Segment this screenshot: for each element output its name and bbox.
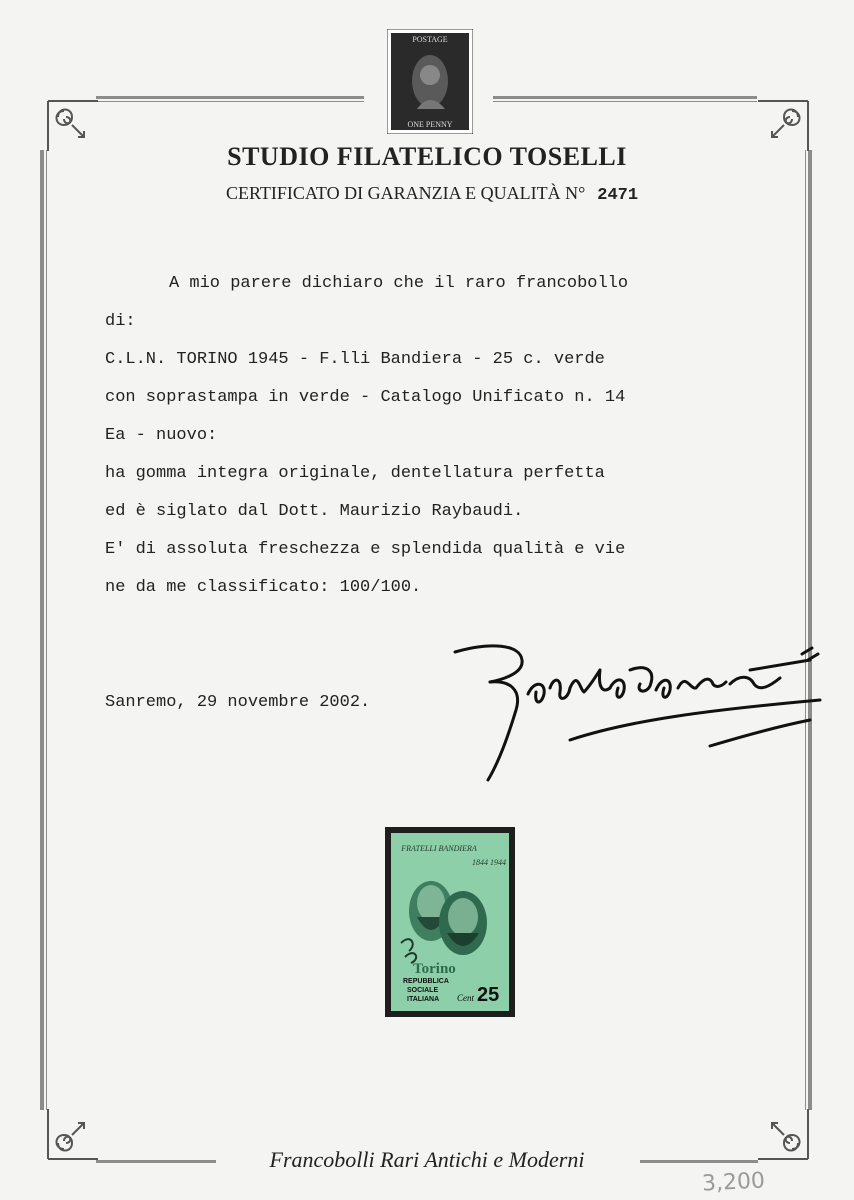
body-line: E' di assoluta freschezza e splendida qualità e vie xyxy=(105,540,626,559)
stamp-republic-3: ITALIANA xyxy=(407,996,440,1003)
bandiera-brothers-stamp-image xyxy=(385,827,515,1017)
stamp-value: 25 xyxy=(477,984,500,1006)
frame-top-left xyxy=(96,96,364,99)
certificate-subtitle xyxy=(226,183,638,205)
frame-left-inner xyxy=(46,150,47,1110)
pencil-note: 3,200 xyxy=(701,1168,766,1197)
frame-top-left-inner xyxy=(96,101,364,102)
frame-left xyxy=(40,150,44,1110)
stamp-illustration xyxy=(391,833,509,1011)
certificate-body xyxy=(105,270,795,612)
body-line: con soprastampa in verde - Catalogo Unificato n. 14 xyxy=(105,388,626,407)
stamp-face xyxy=(391,833,509,1011)
body-line: ed è siglato dal Dott. Maurizio Raybaudi. xyxy=(105,502,524,521)
stamp-cent-label: Cent xyxy=(457,993,474,1003)
stamp-top-text: FRATELLI BANDIERA xyxy=(401,844,477,853)
body-line: di: xyxy=(105,312,136,331)
handwritten-signature-icon xyxy=(450,630,830,800)
frame-top-right-inner xyxy=(493,101,757,102)
page-title: STUDIO FILATELICO TOSELLI xyxy=(227,142,627,171)
subtitle-text: CERTIFICATO DI GARANZIA E QUALITÀ N° xyxy=(226,183,586,203)
body-line: ha gomma integra originale, dentellatura perfetta xyxy=(105,464,605,483)
stamp-republic-2: SOCIALE xyxy=(407,987,439,994)
body-line: Ea - nuovo: xyxy=(105,426,218,445)
certificate-date: Sanremo, 29 novembre 2002. xyxy=(105,693,371,712)
footer-tagline: Francobolli Rari Antichi e Moderni xyxy=(269,1147,585,1172)
stamp-years: 1844 1944 xyxy=(472,858,506,867)
stamp-bottom-text: ONE PENNY xyxy=(407,120,453,129)
stamp-republic-1: REPUBBLICA xyxy=(403,978,449,985)
frame-top-right xyxy=(493,96,757,99)
certificate-number: 2471 xyxy=(597,186,639,205)
penny-black-stamp-icon xyxy=(387,29,473,134)
stamp-top-text: POSTAGE xyxy=(412,35,448,44)
body-line: A mio parere dichiaro che il raro francobollo xyxy=(169,274,629,293)
stamp-overprint: Torino xyxy=(413,961,456,977)
body-line: C.L.N. TORINO 1945 - F.lli Bandiera - 25 c. verde xyxy=(105,350,605,369)
body-line: ne da me classificato: 100/100. xyxy=(105,578,422,597)
